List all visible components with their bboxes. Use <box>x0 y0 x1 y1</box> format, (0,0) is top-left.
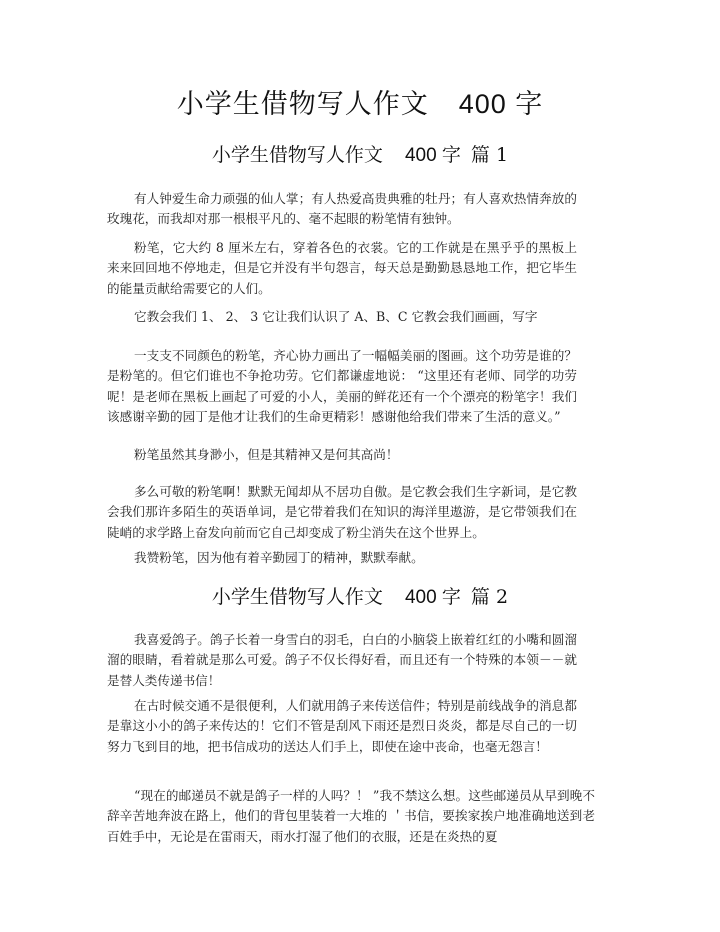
section-1-paragraph-5: 粉笔虽然其身渺小，但是其精神又是何其高尚！ <box>134 447 399 462</box>
section-2-paragraph-3: “现在的邮递员不就是鸽子一样的人吗？！ ”我不禁这么想。这些邮递员从早到晚不辞辛苦地奔波在路上，他们的背包里装着一大堆的 ＇书信，要挨家挨户地准确地送到老百姓手中，无论是在雷雨天，雨水打湿了他们的衣服，还是在炎热的夏 <box>107 788 595 844</box>
section-1-paragraph-3: 它教会我们 1、 2、 3 它让我们认识了 A、B、C 它教会我们画画，写字 <box>134 309 538 324</box>
section-1-paragraph-4: 一支支不同颜色的粉笔，齐心协力画出了一幅幅美丽的图画。这个功劳是谁的？是粉笔的。但它们谁也不争抢功劳。它们都谦虚地说： “这里还有老师、同学的功劳呢！是老师在黑板上画起了可爱的小人，美丽的鲜花还有一个个漂亮的粉笔字！我们该感谢辛勤的园丁是他才让我们的生命更精彩！感谢他给我们带来了生活的意义。” <box>107 348 577 425</box>
section-1-heading <box>0 141 720 170</box>
section-1-paragraph-6: 多么可敬的粉笔啊！默默无闻却从不居功自傲。是它教会我们生字新词，是它教会我们那许多陌生的英语单词，是它带着我们在知识的海洋里遨游，是它带领我们在陡峭的求学路上奋发向前而它自己却变成了粉尘消失在这个世界上。 <box>107 484 577 540</box>
section-2-paragraph-1: 我喜爱鸽子。鸽子长着一身雪白的羽毛，白白的小脑袋上嵌着红红的小嘴和圆溜溜的眼睛，看着就是那么可爱。鸽子不仅长得好看，而且还有一个特殊的本领－－就是替人类传递书信！ <box>107 632 577 688</box>
document-title-count: 400 字 <box>458 89 544 119</box>
section-1-paragraph-1: 有人钟爱生命力顽强的仙人掌；有人热爱高贵典雅的牡丹；有人喜欢热情奔放的玫瑰花，而我却对那一根根平凡的、毫不起眼的粉笔情有独钟。 <box>107 191 577 227</box>
section-2-heading <box>0 583 720 612</box>
section-2-heading-label: 篇 2 <box>470 586 509 608</box>
document-title <box>0 84 720 125</box>
section-1-paragraph-7: 我赞粉笔，因为他有着辛勤园丁的精神，默默奉献。 <box>134 550 424 565</box>
section-2-heading-text: 小学生借物写人作文 <box>211 586 383 608</box>
section-1-heading-label: 篇 1 <box>470 144 509 166</box>
section-2-heading-count: 400 字 <box>404 587 461 608</box>
section-1-paragraph-2: 粉笔，它大约 8 厘米左右，穿着各色的衣裳。它的工作就是在黑乎乎的黑板上来来回回地不停地走，但是它并没有半句怨言，每天总是勤勤恳恳地工作，把它毕生的能量贡献给需要它的人们。 <box>107 240 577 296</box>
document-title-text: 小学生借物写人作文 <box>176 89 429 120</box>
section-2-paragraph-2: 在古时候交通不是很便利，人们就用鸽子来传送信件；特别是前线战争的消息都是靠这小小的鸽子来传达的！它们不管是刮风下雨还是烈日炎炎，都是尽自己的一切努力飞到目的地，把书信成功的送达人们手上，即使在途中丧命，也毫无怨言！ <box>107 698 577 754</box>
section-1-heading-count: 400 字 <box>404 145 461 166</box>
section-1-heading-text: 小学生借物写人作文 <box>211 144 383 166</box>
